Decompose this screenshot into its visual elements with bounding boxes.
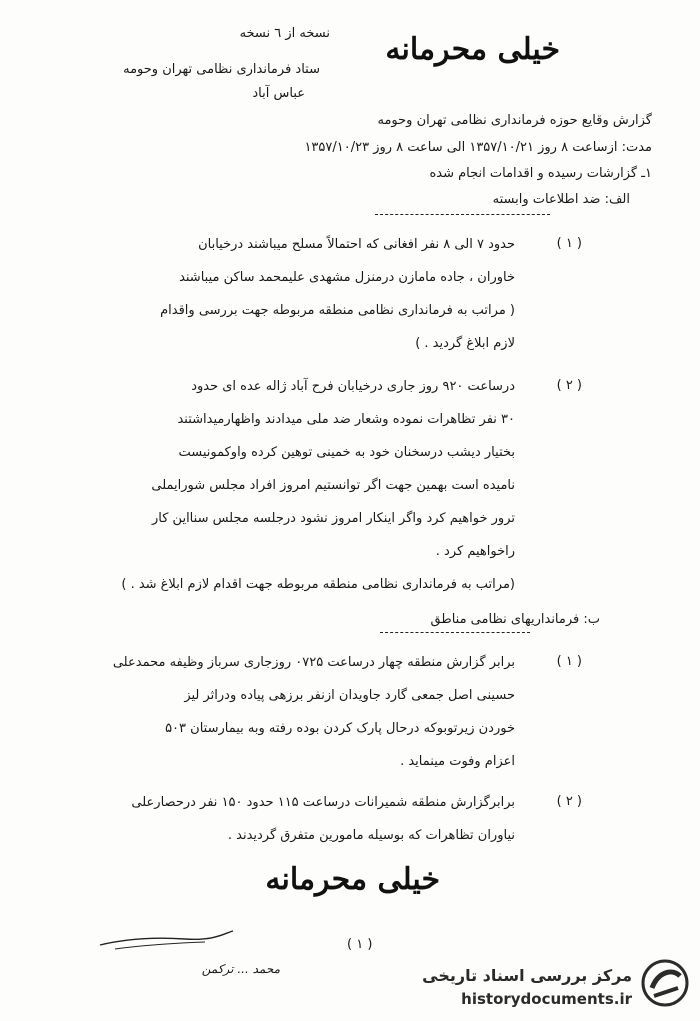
paragraph-line: حدود ۷ الی ۸ نفر افغانی که احتمالاً مسلح میباشند درخیابان <box>198 237 515 252</box>
classification-stamp-bottom: خیلی محرمانه <box>265 862 440 897</box>
classification-stamp-top: خیلی محرمانه <box>385 32 560 67</box>
item-number: ( ۲ ) <box>556 378 582 393</box>
archive-website[interactable]: historydocuments.ir <box>461 990 632 1008</box>
archive-center-name: مرکز بررسی اسناد تاریخی <box>422 966 632 985</box>
paragraph-line: برابر گزارش منطقه چهار درساعت ۰۷۲۵ روزجاری سرباز وظیفه محمدعلی <box>112 655 515 670</box>
report-title: گزارش وقایع حوزه فرمانداری نظامی تهران وحومه <box>377 113 652 128</box>
subsection-b-heading: ب: فرمانداریهای نظامی مناطق <box>430 612 600 627</box>
paragraph-line: برابرگزارش منطقه شمیرانات درساعت ۱۱۵ حدود ۱۵۰ نفر درحصارعلی <box>131 795 515 810</box>
item-number: ( ۱ ) <box>556 654 582 669</box>
section-1-heading: ۱ـ گزارشات رسیده و اقدامات انجام شده <box>429 166 652 181</box>
copy-line: نسخه از ٦ نسخه <box>239 26 330 41</box>
paragraph-line: نیاوران تظاهرات که بوسیله مامورین متفرق گردیدند . <box>227 828 515 843</box>
paragraph-line: ۳۰ نفر تظاهرات نموده وشعار ضد ملی میدادند واظهارمیداشتند <box>177 412 515 427</box>
paragraph-line: خاوران ، جاده مامازن درمنزل مشهدی علیمحمد ساکن میباشند <box>179 270 515 285</box>
archive-logo-icon <box>640 958 690 1008</box>
paragraph-line: ( مراتب به فرمانداری نظامی منطقه مربوطه جهت بررسی واقدام <box>160 303 515 318</box>
item-number: ( ۲ ) <box>556 794 582 809</box>
paragraph-line: خوردن زیرتوبوکه درحال پارک کردن بوده رفته وبه بیمارستان ۵۰۳ <box>165 721 515 736</box>
paragraph-line: نامیده است بهمین جهت اگر توانستیم امروز افراد مجلس شورایملی <box>151 478 515 493</box>
paragraph-line: (مراتب به فرمانداری نظامی منطقه مربوطه جهت اقدام لازم ابلاغ شد . ) <box>121 577 515 592</box>
paragraph-line: راخواهیم کرد . <box>435 544 515 559</box>
location-line: عباس آباد <box>252 86 305 101</box>
paragraph-line: حسینی اصل جمعی گارد جاویدان ازنفر برزهی پیاده ودراثر لیز <box>184 688 515 703</box>
signature-scribble <box>95 925 235 955</box>
paragraph-line: اعزام وفوت مینماید . <box>400 754 515 769</box>
paragraph-line: لازم ابلاغ گردید . ) <box>415 336 515 351</box>
office-line: ستاد فرمانداری نظامی تهران وحومه <box>123 62 320 77</box>
subsection-a-underline <box>375 214 550 215</box>
paragraph-line: ترور خواهیم کرد واگر اینکار امروز نشود درجلسه مجلس سنااین کار <box>152 511 515 526</box>
page-number: ( ۱ ) <box>347 937 373 952</box>
paragraph-line: بختیار دیشب درسخنان خود به خمینی توهین کرده واوکمونیست <box>178 445 515 460</box>
report-period: مدت: ازساعت ۸ روز ۱۳۵۷/۱۰/۲۱ الی ساعت ۸ روز ۱۳۵۷/۱۰/۲۳ <box>304 140 652 155</box>
subsection-b-underline <box>380 632 530 633</box>
item-number: ( ۱ ) <box>556 236 582 251</box>
subsection-a-heading: الف: ضد اطلاعات وابسته <box>492 192 630 207</box>
paragraph-line: درساعت ۹۲۰ روز جاری درخیابان فرح آباد ژاله عده ای حدود <box>191 379 515 394</box>
signature-note: محمد ... ترکمن <box>201 962 280 976</box>
